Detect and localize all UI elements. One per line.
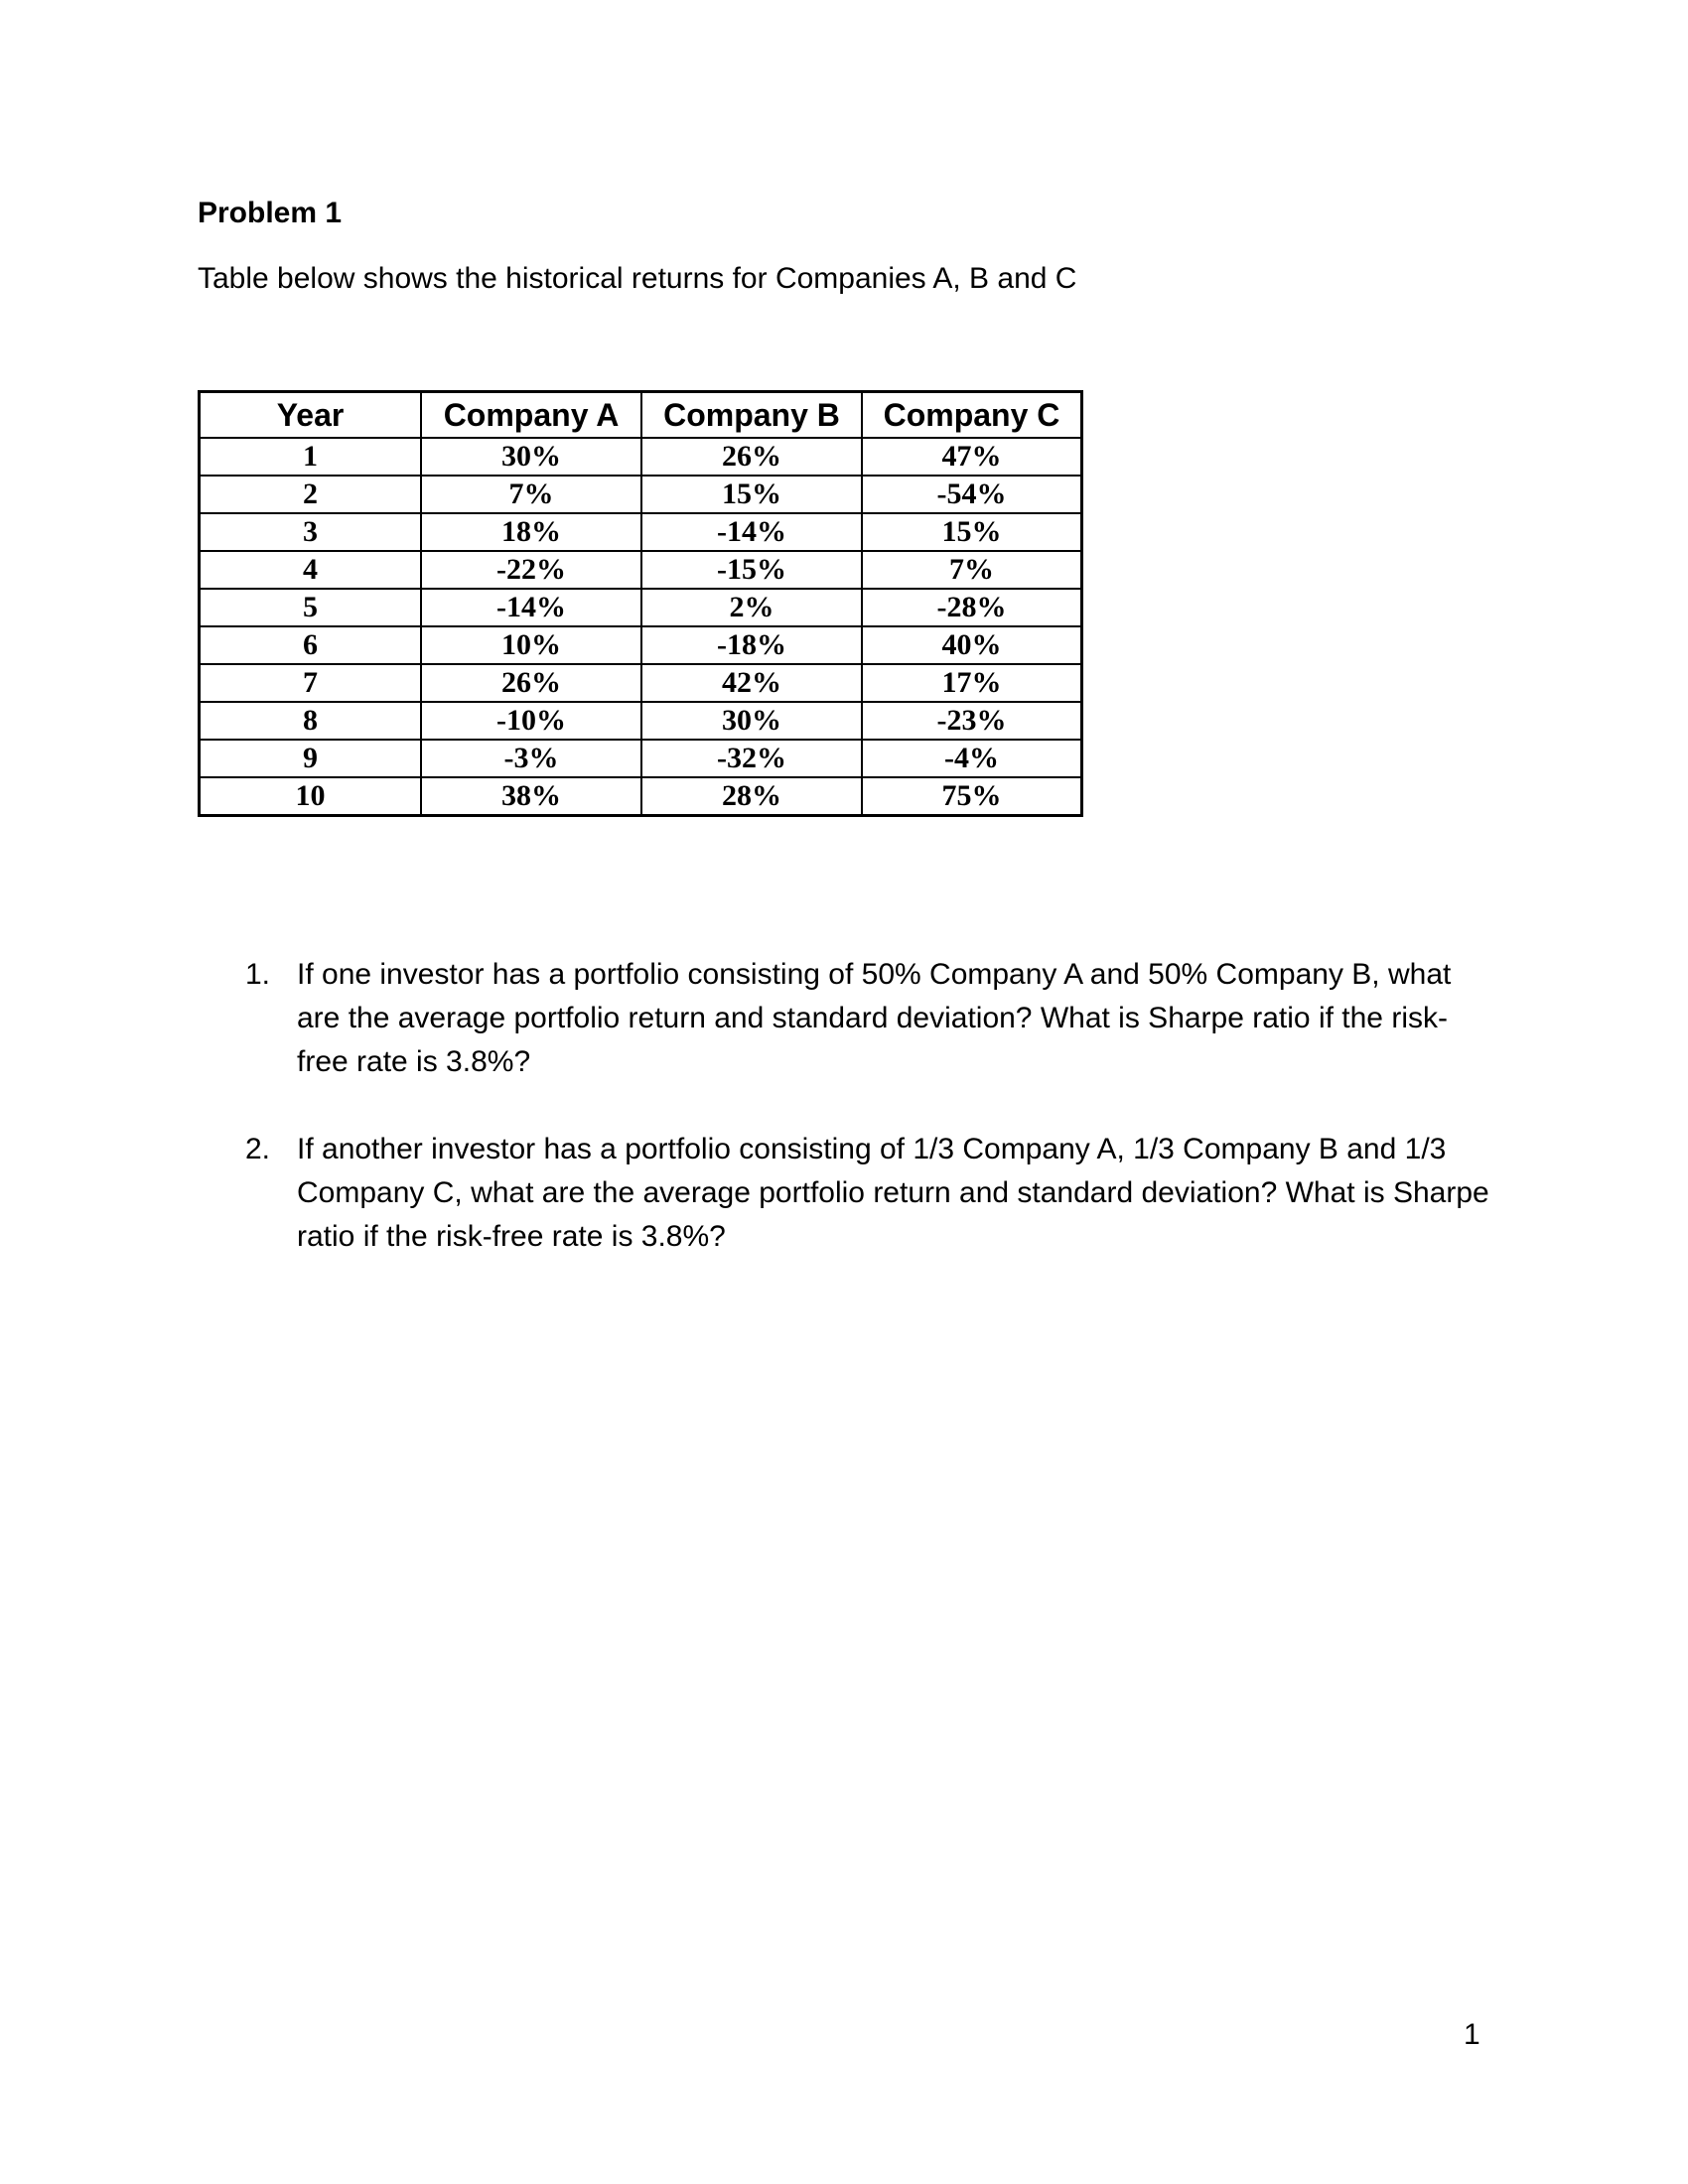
table-row [200, 626, 1082, 664]
table-header-row [200, 392, 1082, 439]
cell-company-a: 30% [421, 438, 641, 476]
cell-company-b: -14% [641, 513, 862, 551]
table-row [200, 702, 1082, 740]
page-number: 1 [1464, 2018, 1480, 2051]
cell-company-c: -54% [862, 476, 1082, 513]
cell-company-a: -10% [421, 702, 641, 740]
table-row [200, 664, 1082, 702]
cell-company-a: -22% [421, 551, 641, 589]
question-list [198, 953, 1498, 1302]
cell-company-b: 2% [641, 589, 862, 626]
question-item [198, 953, 1498, 1084]
problem-title: Problem 1 [198, 197, 343, 229]
table-row [200, 777, 1082, 816]
cell-company-a: 10% [421, 626, 641, 664]
cell-company-c: -4% [862, 740, 1082, 777]
cell-company-a: 26% [421, 664, 641, 702]
cell-company-b: -15% [641, 551, 862, 589]
cell-year: 7 [200, 664, 422, 702]
cell-company-c: 40% [862, 626, 1082, 664]
problem-intro: Table below shows the historical returns for Companies A, B and C [198, 262, 1077, 295]
header-company-c: Company C [862, 392, 1082, 439]
table-row [200, 476, 1082, 513]
cell-year: 3 [200, 513, 422, 551]
cell-year: 2 [200, 476, 422, 513]
cell-company-c: -28% [862, 589, 1082, 626]
cell-year: 1 [200, 438, 422, 476]
cell-company-a: 18% [421, 513, 641, 551]
cell-year: 4 [200, 551, 422, 589]
cell-year: 8 [200, 702, 422, 740]
cell-company-b: -18% [641, 626, 862, 664]
cell-company-a: 38% [421, 777, 641, 816]
question-item [198, 1128, 1498, 1259]
cell-year: 10 [200, 777, 422, 816]
question-text: If another investor has a portfolio consisting of 1/3 Company A, 1/3 Company B and 1/3 Company C, what are the average portfolio return and standard deviation? What is Sharpe ratio if the risk-free rate is 3.8%? [297, 1133, 1489, 1253]
cell-company-c: 47% [862, 438, 1082, 476]
cell-company-c: 7% [862, 551, 1082, 589]
cell-year: 9 [200, 740, 422, 777]
header-company-a: Company A [421, 392, 641, 439]
cell-company-b: 26% [641, 438, 862, 476]
cell-company-b: 28% [641, 777, 862, 816]
table-row [200, 740, 1082, 777]
header-year: Year [200, 392, 422, 439]
cell-company-b: 15% [641, 476, 862, 513]
cell-company-b: 30% [641, 702, 862, 740]
table-row [200, 513, 1082, 551]
header-company-b: Company B [641, 392, 862, 439]
cell-company-b: -32% [641, 740, 862, 777]
cell-company-b: 42% [641, 664, 862, 702]
table-row [200, 589, 1082, 626]
returns-table [198, 390, 1083, 817]
table-row [200, 551, 1082, 589]
cell-company-c: 75% [862, 777, 1082, 816]
table-row [200, 438, 1082, 476]
cell-company-a: -14% [421, 589, 641, 626]
cell-company-c: 17% [862, 664, 1082, 702]
cell-year: 6 [200, 626, 422, 664]
question-number: 2. [245, 1133, 271, 1165]
cell-company-a: 7% [421, 476, 641, 513]
question-text: If one investor has a portfolio consisting of 50% Company A and 50% Company B, what are the average portfolio return and standard deviation? What is Sharpe ratio if the risk-free rate is 3.8%? [297, 958, 1452, 1078]
question-number: 1. [245, 958, 271, 991]
cell-year: 5 [200, 589, 422, 626]
cell-company-a: -3% [421, 740, 641, 777]
cell-company-c: 15% [862, 513, 1082, 551]
cell-company-c: -23% [862, 702, 1082, 740]
